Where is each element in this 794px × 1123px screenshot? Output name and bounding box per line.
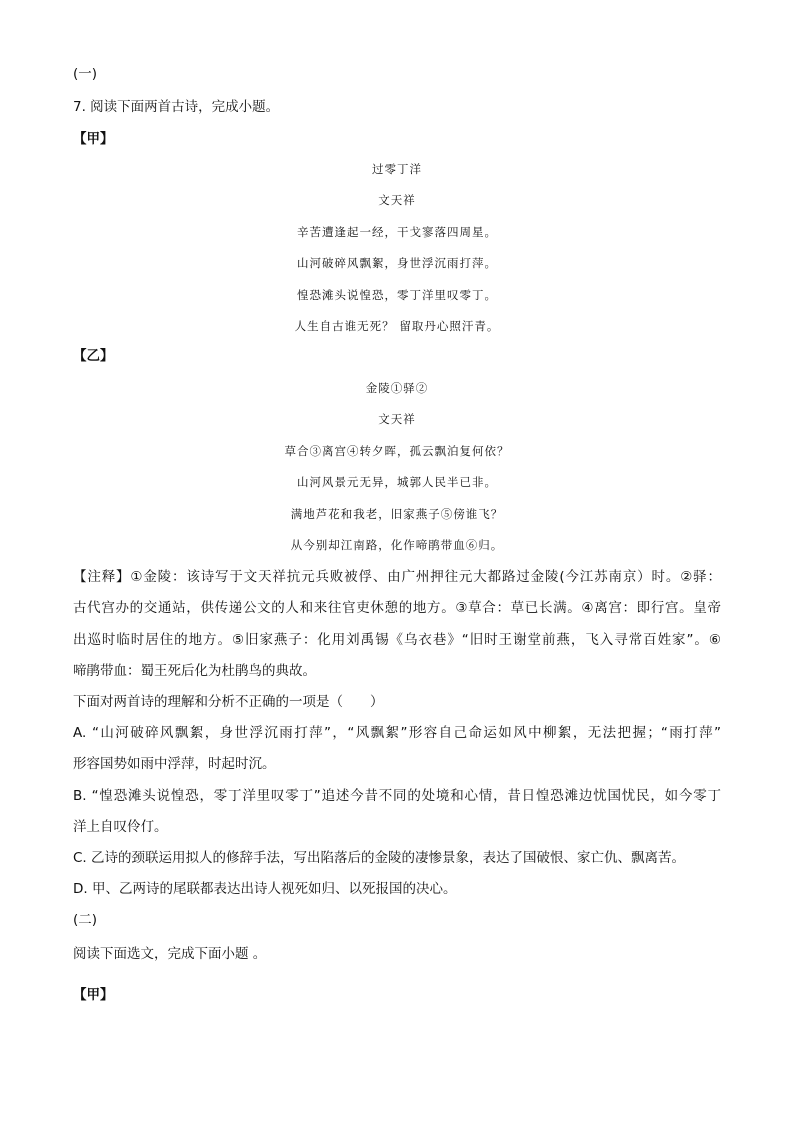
notes-line-3: 出巡时临时居住的地方。⑤旧家燕子：化用刘禹锡《乌衣巷》“旧时王谢堂前燕，飞入寻常百姓家”。⑥ — [73, 632, 721, 648]
jia-poem-author: 文天祥 — [378, 193, 416, 207]
jia-poem-title: 过零丁洋 — [372, 162, 422, 176]
part-2-jia-label: 【甲】 — [73, 987, 114, 1003]
yi-poem-line-3: 满地芦花和我老，旧家燕子⑤傍谁飞？ — [290, 507, 504, 521]
jia-poem-line-2: 山河破碎风飘絮，身世浮沉雨打萍。 — [297, 256, 497, 270]
option-b-line-1: B. “惶恐滩头说惶恐，零丁洋里叹零丁”追述今昔不同的处境和心情，昔日惶恐滩边忧国忧民，如今零丁 — [73, 788, 721, 804]
yi-poem-title: 金陵①驿② — [365, 381, 429, 395]
yi-poem-line-2: 山河风景元无异，城郭人民半已非。 — [297, 475, 497, 489]
notes-line-4: 啼鹃带血：蜀王死后化为杜鹃鸟的典故。 — [73, 663, 316, 679]
section-heading-two: (二) — [73, 912, 98, 928]
yi-poem-author: 文天祥 — [378, 412, 416, 426]
jia-poem-line-1: 辛苦遭逢起一经，干戈寥落四周星。 — [297, 225, 497, 239]
notes-line-1: 【注释】①金陵：该诗写于文天祥抗元兵败被俘、由广州押往元大都路过金陵(今江苏南京）时。②驿： — [73, 569, 721, 585]
yi-poem-line-1: 草合③离宫④转夕晖，孤云飘泊复何依？ — [284, 444, 510, 458]
option-c: C. 乙诗的颈联运用拟人的修辞手法，写出陷落后的金陵的凄惨景象，表达了国破恨、家亡仇、飘离苦。 — [73, 850, 686, 866]
yi-label: 【乙】 — [73, 348, 114, 364]
option-d: D. 甲、乙两诗的尾联都表达出诗人视死如归、以死报国的决心。 — [73, 881, 457, 897]
jia-poem-line-3: 惶恐滩头说惶恐，零丁洋里叹零丁。 — [297, 288, 497, 302]
jia-poem-line-4: 人生自古谁无死？ 留取丹心照汗青。 — [294, 319, 500, 333]
part-2-instruction: 阅读下面选文，完成下面小题 。 — [73, 946, 267, 962]
jia-label: 【甲】 — [73, 131, 114, 147]
question-prompt: 下面对两首诗的理解和分析不正确的一项是（ ） — [73, 694, 384, 710]
option-a-line-1: A. “山河破碎风飘絮，身世浮沉雨打萍”，“风飘絮”形容自己命运如风中柳絮，无法把握；“雨打萍” — [73, 725, 721, 741]
yi-poem-line-4: 从今别却江南路，化作啼鹃带血⑥归。 — [290, 538, 504, 552]
notes-line-2: 古代宫办的交通站，供传递公文的人和来往官吏休憩的地方。③草合：草已长满。④离宫：即行宫。皇帝 — [73, 600, 721, 616]
option-b-line-2: 洋上自叹伶仃。 — [73, 819, 168, 835]
section-heading-one: (一) — [73, 66, 98, 82]
option-a-line-2: 形容国势如雨中浮萍，时起时沉。 — [73, 756, 276, 772]
question-7-stem: 7. 阅读下面两首古诗，完成小题。 — [73, 99, 280, 115]
